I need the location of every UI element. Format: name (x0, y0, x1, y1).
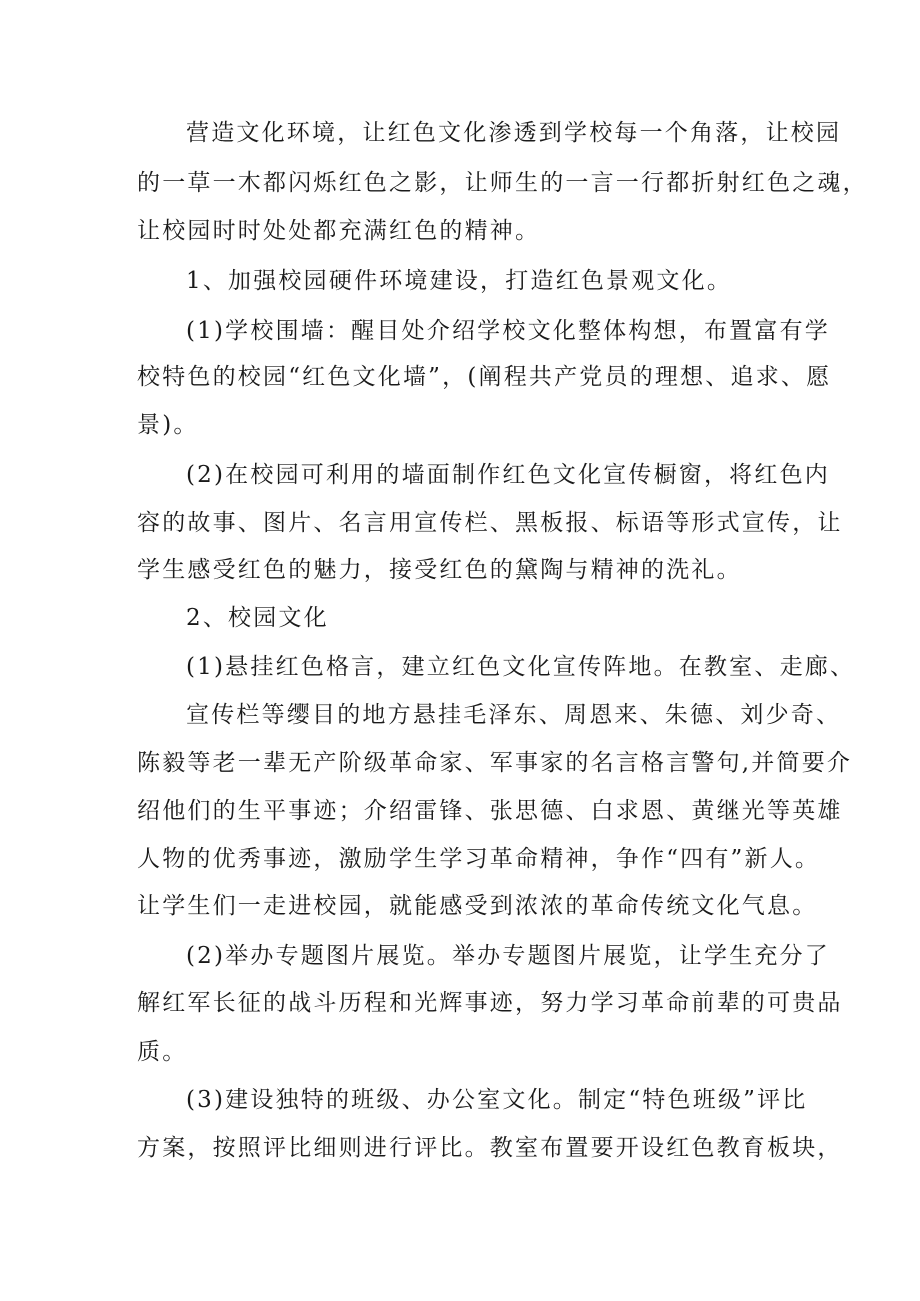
paragraph-line: (2)举办专题图片展览。举办专题图片展览，让学生充分了 (186, 943, 830, 969)
paragraph-line: (2)在校园可利用的墙面制作红色文化宣传橱窗，将红色内 (186, 462, 830, 488)
paragraph-line: 解红军长征的战斗历程和光辉事迹，努力学习革命前辈的可贵品 (137, 990, 843, 1016)
paragraph-line: 宣传栏等缨目的地方悬挂毛泽东、周恩来、朱德、刘少奇、 (186, 702, 842, 728)
paragraph-line: 让学生们一走进校园，就能感受到浓浓的革命传统文化气息。 (137, 893, 818, 919)
paragraph-line: 容的故事、图片、名言用宣传栏、黑板报、标语等形式宣传，让 (137, 510, 843, 536)
paragraph-line: 方案，按照评比细则进行评比。教室布置要开设红色教育板块， (137, 1135, 843, 1161)
paragraph-line: 校特色的校园“红色文化墙”，(阐程共产党员的理想、追求、愿 (137, 364, 832, 390)
paragraph-line: 绍他们的生平事迹；介绍雷锋、张思德、白求恩、黄继光等英雄 (137, 798, 843, 824)
paragraph-line: (3)建设独特的班级、办公室文化。制定“特色班级”评比 (186, 1087, 808, 1113)
paragraph-line: 学生感受红色的魅力，接受红色的黛陶与精神的洗礼。 (137, 557, 742, 583)
section-heading: 2、校园文化 (186, 605, 329, 631)
paragraph-line: (1)悬挂红色格言，建立红色文化宣传阵地。在教室、走廊、 (186, 654, 856, 680)
paragraph-line: 营造文化环境，让红色文化渗透到学校每一个角落，让校园 (186, 120, 842, 146)
paragraph-line: 质。 (137, 1039, 188, 1065)
paragraph-line: 人物的优秀事迹，激励学生学习革命精神，争作“四有”新人。 (137, 846, 821, 872)
paragraph-line: 的一草一木都闪烁红色之影，让师生的一言一行都折射红色之魂， (137, 170, 868, 196)
section-heading: 1、加强校园硬件环境建设，打造红色景观文化。 (186, 268, 733, 294)
paragraph-line: 让校园时时处处都充满红色的精神。 (137, 218, 541, 244)
paragraph-line: 陈毅等老一辈无产阶级革命家、军事家的名言格言警句,并简要介 (137, 750, 853, 776)
paragraph-line: 景)。 (137, 412, 199, 438)
paragraph-line: (1)学校围墙：醒目处介绍学校文化整体构想，布置富有学 (186, 318, 830, 344)
